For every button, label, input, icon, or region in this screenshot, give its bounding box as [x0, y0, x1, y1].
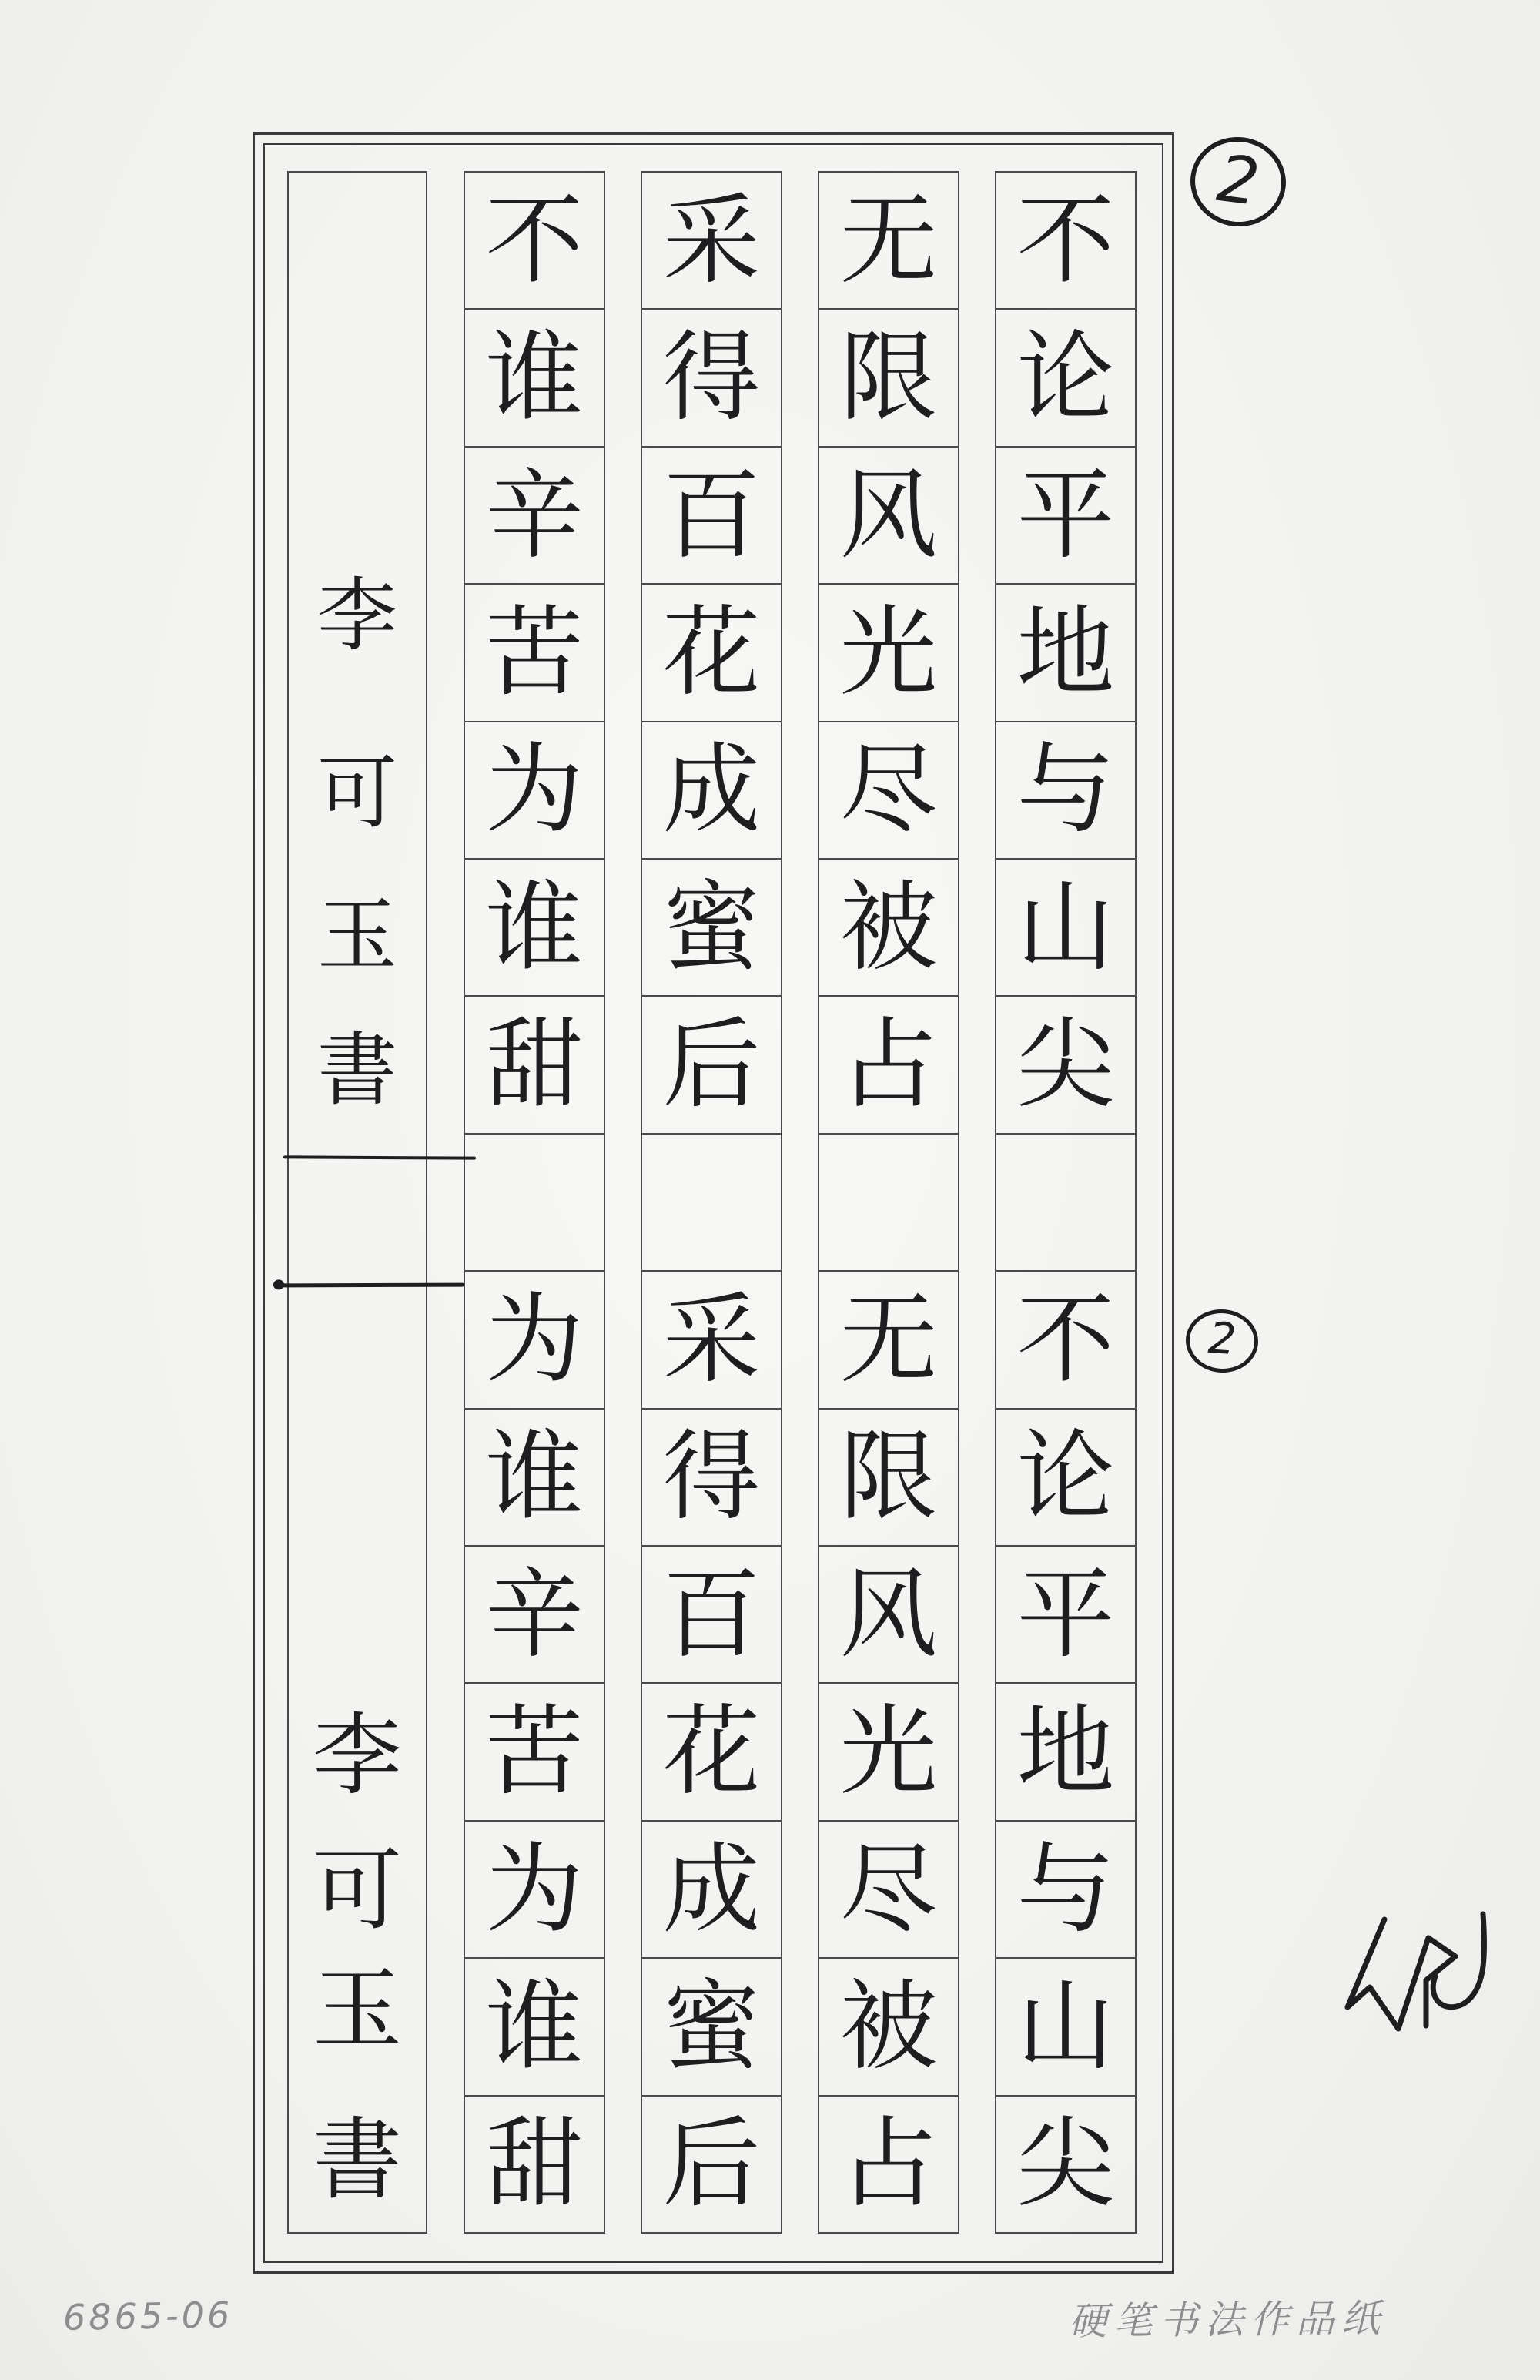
grid-cell: [465, 1135, 604, 1272]
handwritten-character: 山: [1016, 1969, 1115, 2083]
handwritten-character: 得: [662, 1420, 761, 1534]
grid-cell: [465, 1410, 604, 1547]
handwritten-character: 光: [839, 595, 938, 709]
grid-cell: [996, 1410, 1135, 1547]
grid-cell: [996, 310, 1135, 447]
handwritten-character: 平: [1016, 1557, 1115, 1671]
handwritten-character: 百: [662, 1557, 761, 1671]
handwritten-character: 限: [839, 320, 938, 435]
grid-cell: [642, 310, 781, 447]
signature-column: [287, 171, 427, 2234]
grid-cell: [819, 860, 958, 997]
grid-cell: [819, 448, 958, 585]
handwritten-character: 辛: [485, 458, 584, 572]
bottom-section-number-badge: [1183, 1307, 1260, 1375]
handwritten-character: 苦: [485, 595, 584, 709]
grid-cell: [465, 1272, 604, 1409]
signature-character-bottom: 玉: [313, 1958, 402, 2062]
handwritten-character: 风: [839, 1557, 938, 1671]
handwritten-character: 占: [839, 2107, 938, 2221]
grid-cell: [642, 1547, 781, 1684]
scribble-stroke-right: [1433, 1914, 1484, 2007]
grid-cell: [642, 722, 781, 860]
handwritten-character: 谁: [485, 320, 584, 435]
grid-cell: [465, 585, 604, 722]
handwritten-character: 被: [839, 870, 938, 984]
grid-cell: [642, 1410, 781, 1547]
grid-cell: [465, 1959, 604, 2096]
grid-cell: [642, 2097, 781, 2232]
grid-cell: [819, 1410, 958, 1547]
handwritten-character: 平: [1016, 458, 1115, 572]
handwritten-character: 尽: [839, 732, 938, 847]
handwritten-character: 与: [1016, 732, 1115, 847]
signature-character-bottom: 書: [313, 2108, 402, 2212]
grader-mark-scribble: [1341, 1909, 1495, 2036]
handwritten-character: 尖: [1016, 1007, 1115, 1122]
hand-drawn-separator-line-bottom: [276, 1283, 464, 1288]
handwritten-character: 无: [839, 183, 938, 297]
handwritten-character: 被: [839, 1969, 938, 2083]
grid-cell: [996, 722, 1135, 860]
handwritten-character: 不: [1016, 1282, 1115, 1396]
handwritten-character: 成: [662, 732, 761, 847]
grid-cell: [819, 1547, 958, 1684]
grid-cell: [465, 722, 604, 860]
grid-cell: [819, 722, 958, 860]
grid-cell: [819, 173, 958, 310]
handwritten-character: 谁: [485, 1420, 584, 1534]
text-column-4: [464, 171, 605, 2234]
signature-character-top: 書: [316, 1023, 397, 1117]
handwritten-character: 苦: [485, 1694, 584, 1809]
signature-character-top: 李: [316, 568, 397, 662]
handwritten-character: 限: [839, 1420, 938, 1534]
handwritten-character: 成: [662, 1832, 761, 1946]
handwritten-character: 花: [662, 595, 761, 709]
handwritten-character: 蜜: [662, 870, 761, 984]
handwritten-character: 尽: [839, 1832, 938, 1946]
top-section-number: 2: [1213, 140, 1264, 220]
handwritten-character: 蜜: [662, 1969, 761, 2083]
grid-cell: [996, 1822, 1135, 1959]
scribble-stroke-middle: [1426, 1938, 1455, 2026]
grid-cell: [465, 997, 604, 1134]
grid-cell: [642, 585, 781, 722]
handwritten-character: 为: [485, 732, 584, 847]
signature-character-bottom: 可: [313, 1839, 402, 1943]
grid-cell: [819, 997, 958, 1134]
handwritten-character: 山: [1016, 870, 1115, 984]
handwritten-character: 不: [485, 183, 584, 297]
handwritten-character: 无: [839, 1282, 938, 1396]
grid-cell: [465, 860, 604, 997]
grid-cell: [996, 1272, 1135, 1409]
grid-cell: [465, 1684, 604, 1821]
grid-cell: [996, 585, 1135, 722]
bottom-section-number: 2: [1207, 1312, 1238, 1366]
grid-cell: [465, 2097, 604, 2232]
signature-character-top: 可: [316, 746, 397, 840]
grid-cell: [996, 448, 1135, 585]
grid-cell: [642, 1272, 781, 1409]
sheet-code: 6865-06: [62, 2294, 233, 2338]
handwritten-character: 风: [839, 458, 938, 572]
handwritten-character: 为: [485, 1282, 584, 1396]
handwritten-character: 甜: [485, 1007, 584, 1122]
handwritten-character: 辛: [485, 1557, 584, 1671]
grid-cell: [996, 173, 1135, 310]
grid-cell: [642, 173, 781, 310]
handwritten-character: 花: [662, 1694, 761, 1809]
grid-cell: [465, 310, 604, 447]
sheet-type-label: 硬笔书法作品纸: [1068, 2295, 1388, 2345]
handwritten-character: 谁: [485, 1969, 584, 2083]
grid-cell: [819, 1135, 958, 1272]
handwritten-character: 占: [839, 1007, 938, 1122]
grid-cell: [996, 1959, 1135, 2096]
handwritten-character: 光: [839, 1694, 938, 1809]
grid-cell: [465, 448, 604, 585]
handwritten-character: 为: [485, 1832, 584, 1946]
grid-cell: [642, 1684, 781, 1821]
grid-cell: [465, 1547, 604, 1684]
grid-cell: [465, 173, 604, 310]
grid-cell: [642, 1822, 781, 1959]
signature-character-top: 玉: [316, 888, 397, 982]
handwritten-character: 地: [1016, 1694, 1115, 1809]
handwritten-character: 采: [662, 1282, 761, 1396]
grid-cell: [465, 1822, 604, 1959]
grid-cell: [996, 1135, 1135, 1272]
grid-cell: [996, 1547, 1135, 1684]
grid-cell: [642, 1135, 781, 1272]
signature-character-bottom: 李: [313, 1704, 402, 1808]
handwritten-character: 得: [662, 320, 761, 435]
grid-cell: [996, 2097, 1135, 2232]
grid-cell: [642, 860, 781, 997]
handwritten-character: 百: [662, 458, 761, 572]
grid-cell: [819, 1684, 958, 1821]
grid-cell: [819, 1959, 958, 2096]
grid-cell: [642, 448, 781, 585]
handwritten-character: 与: [1016, 1832, 1115, 1946]
grid-cell: [996, 997, 1135, 1134]
handwritten-character: 甜: [485, 2107, 584, 2221]
top-section-number-badge: [1185, 132, 1291, 232]
grid-cell: [996, 860, 1135, 997]
grid-cell: [819, 1272, 958, 1409]
scribble-stroke-left: [1348, 1919, 1428, 2029]
handwritten-character: 后: [662, 1007, 761, 1122]
grid-cell: [642, 1959, 781, 2096]
handwritten-character: 采: [662, 183, 761, 297]
handwritten-character: 地: [1016, 595, 1115, 709]
handwritten-character: 论: [1016, 1420, 1115, 1534]
ink-blot: [273, 1279, 284, 1289]
handwritten-character: 不: [1016, 183, 1115, 297]
grid-cell: [819, 2097, 958, 2232]
text-column-2: [818, 171, 959, 2234]
handwritten-character: 尖: [1016, 2107, 1115, 2221]
grid-cell: [819, 1822, 958, 1959]
handwritten-character: 谁: [485, 870, 584, 984]
grid-cell: [642, 997, 781, 1134]
handwritten-character: 论: [1016, 320, 1115, 435]
grid-cell: [819, 585, 958, 722]
text-column-3: [641, 171, 782, 2234]
grid-cell: [996, 1684, 1135, 1821]
handwritten-character: 后: [662, 2107, 761, 2221]
grid-cell: [819, 310, 958, 447]
text-column-1: [995, 171, 1137, 2234]
